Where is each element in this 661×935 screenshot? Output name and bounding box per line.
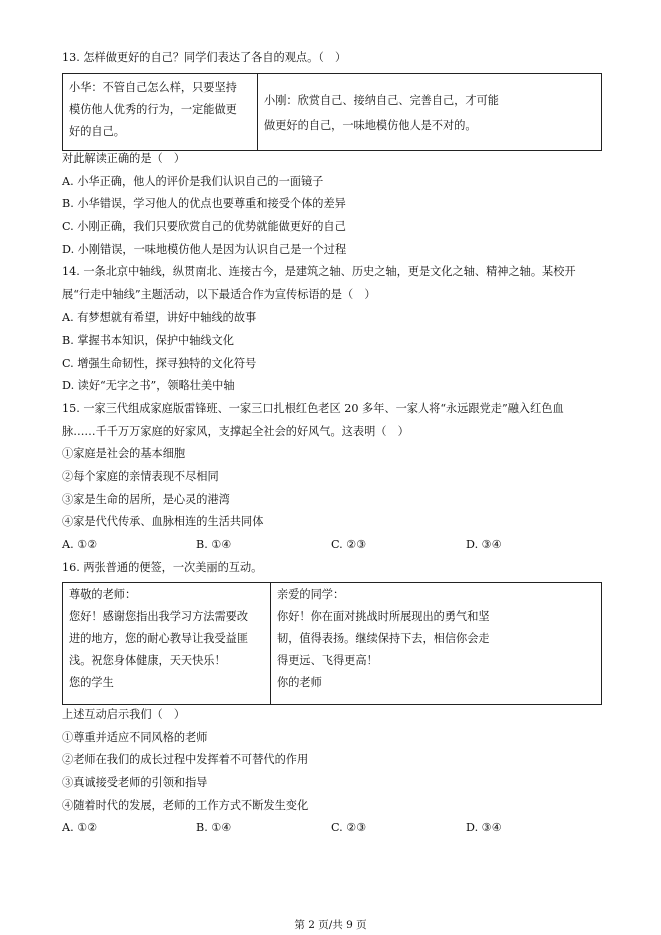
q16-right-line: 你的老师 [277,676,322,689]
q15-stem-line-2: 脉……千千万万家庭的好家风，支撑起全社会的好风气。这表明（ ） [62,425,409,438]
q16-item-1: ①尊重并适应不同风格的老师 [62,731,208,744]
q13-table-right [258,74,601,150]
q15-option-c: C. ②③ [331,538,367,551]
q15-stem-line-1: 15. 一家三代组成家庭版雷锋班、一家三口扎根红色老区 20 多年、一家人将“永远跟党走”融入红色血 [62,402,564,415]
q16-right-line: 你好！你在面对挑战时所展现出的勇气和坚 [277,610,490,623]
q15-item-3: ③家是生命的居所，是心灵的港湾 [62,493,230,506]
q16-table-left [63,583,270,704]
q13-option-d: D. 小刚错误，一味地模仿他人是因为认识自己是一个过程 [62,243,347,256]
q13-right-line: 小刚：欣赏自己、接纳自己、完善自己，才可能 [264,94,499,107]
q16-option-a: A. ①② [62,821,98,834]
q16-item-2: ②老师在我们的成长过程中发挥着不可替代的作用 [62,753,309,766]
q16-right-line: 得更远、飞得更高！ [277,654,378,667]
q13-option-b: B. 小华错误，学习他人的优点也要尊重和接受个体的差异 [62,197,346,210]
q16-prompt: 上述互动启示我们（ ） [62,708,186,721]
q15-option-a: A. ①② [62,538,98,551]
q16-table [62,582,602,705]
q14-option-a: A. 有梦想就有希望，讲好中轴线的故事 [62,311,257,324]
q15-option-b: B. ①④ [196,538,232,551]
q16-option-d: D. ③④ [466,821,502,834]
q13-stem: 13. 怎样做更好的自己？同学们表达了各自的观点。（ ） [62,51,347,64]
q16-left-line: 您的学生 [69,676,114,689]
q16-left-line: 尊敬的老师： [69,588,137,601]
q16-right-line: 亲爱的同学： [277,588,345,601]
q16-left-line: 进的地方，您的耐心教导让我受益匪 [69,632,249,645]
q16-left-line: 您好！感谢您指出我学习方法需要改 [69,610,249,623]
q16-item-4: ④随着时代的发展，老师的工作方式不断发生变化 [62,799,309,812]
page-number-footer: 第 2 页/共 9 页 [294,919,367,931]
q13-table [62,73,602,151]
q16-right-line: 韧，值得表扬。继续保持下去，相信你会走 [277,632,490,645]
q13-option-a: A. 小华正确，他人的评价是我们认识自己的一面镜子 [62,175,324,188]
q15-option-d: D. ③④ [466,538,502,551]
q16-item-3: ③真诚接受老师的引领和指导 [62,776,208,789]
q14-stem-line-2: 展“行走中轴线”主题活动，以下最适合作为宣传标语的是（ ） [62,288,376,301]
q13-option-c: C. 小刚正确，我们只要欣赏自己的优势就能做更好的自己 [62,220,346,233]
q15-item-1: ①家庭是社会的基本细胞 [62,447,186,460]
q13-left-line: 模仿他人优秀的行为，一定能做更 [69,103,237,116]
q14-option-c: C. 增强生命韧性，探寻独特的文化符号 [62,357,257,370]
q13-right-line: 做更好的自己，一味地模仿他人是不对的。 [264,119,477,132]
q15-item-4: ④家是代代传承、血脉相连的生活共同体 [62,515,264,528]
q16-table-right [271,583,601,704]
q14-stem-line-1: 14. 一条北京中轴线，纵贯南北、连接古今，是建筑之轴、历史之轴，更是文化之轴、精神之轴。某校开 [62,265,576,278]
q13-left-line: 好的自己。 [69,125,125,138]
q14-option-d: D. 读好“无字之书”，领略壮美中轴 [62,379,235,392]
q15-item-2: ②每个家庭的亲情表现不尽相同 [62,470,219,483]
q13-table-left [63,74,257,150]
q16-stem: 16. 两张普通的便签，一次美丽的互动。 [62,561,263,574]
q16-left-line: 浅。祝您身体健康，天天快乐！ [69,654,226,667]
q13-prompt: 对此解读正确的是（ ） [62,152,186,165]
q16-option-c: C. ②③ [331,821,367,834]
q16-option-b: B. ①④ [196,821,232,834]
q14-option-b: B. 掌握书本知识，保护中轴线文化 [62,334,234,347]
q13-left-line: 小华：不管自己怎么样，只要坚持 [69,81,237,94]
